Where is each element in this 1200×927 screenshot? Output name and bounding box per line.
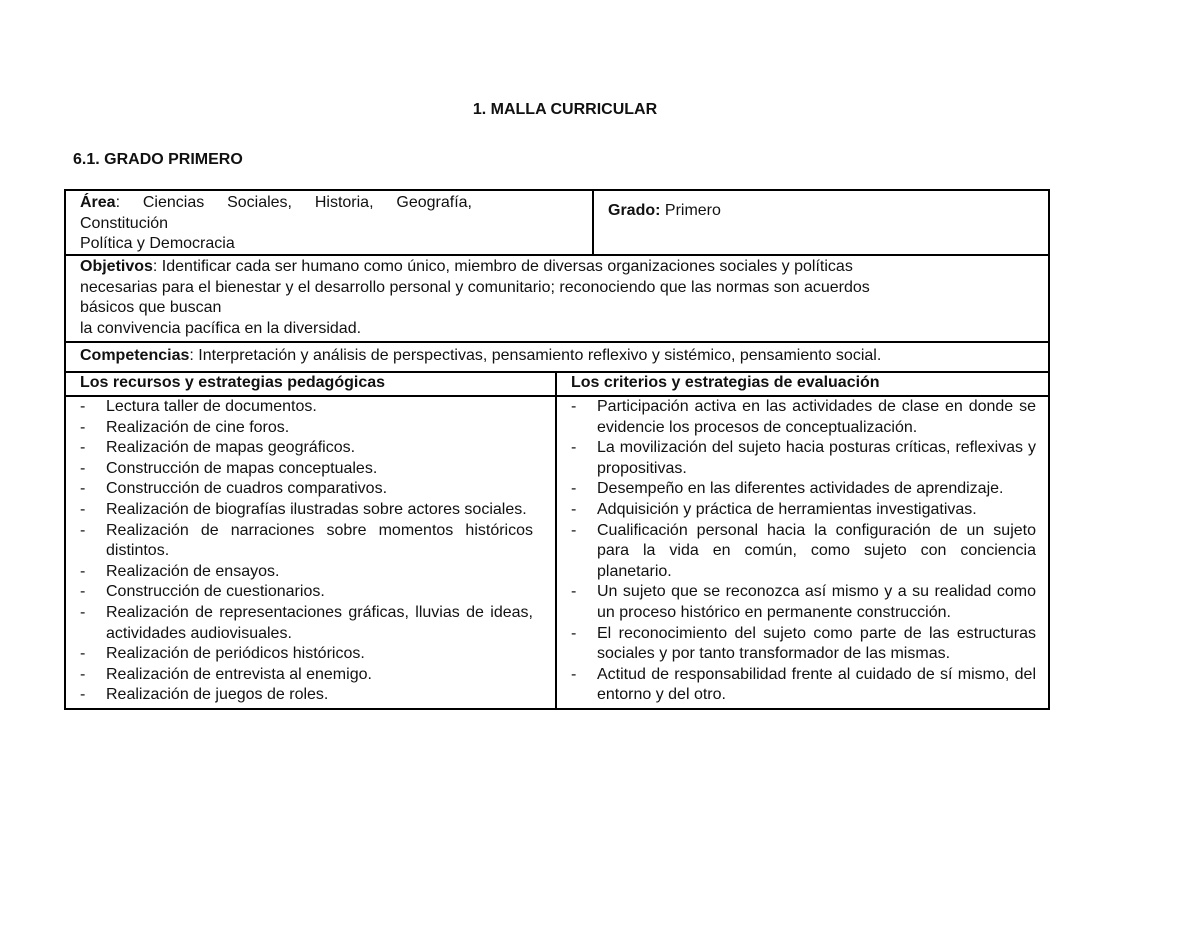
objetivos-text-1: Identificar cada ser humano como único, miembro de diversas organizaciones sociales y políticas <box>157 258 853 275</box>
competencias-text: Interpretación y análisis de perspectivas, pensamiento reflexivo y sistémico, pensamiento social. <box>193 347 882 365</box>
recursos-cell <box>66 397 557 708</box>
recursos-list <box>80 397 543 706</box>
recursos-header: Los recursos y estrategias pedagógicas <box>66 373 557 395</box>
column-header-row <box>66 373 1048 397</box>
grado-label: Grado: <box>608 202 661 219</box>
list-item: - Realización de ensayos. <box>80 562 533 583</box>
list-item: - Realización de mapas geográficos. <box>80 438 533 459</box>
document-title: 1. MALLA CURRICULAR <box>472 101 658 118</box>
list-item: - Adquisición y práctica de herramientas investigativas. <box>571 500 1036 521</box>
list-item: - Realización de representaciones gráficas, lluvias de ideas, actividades audiovisuales. <box>80 603 533 644</box>
objetivos-text-4: la convivencia pacífica en la diversidad. <box>80 319 362 337</box>
area-line-3: Política y Democracia <box>80 235 235 253</box>
list-item: - Desempeño en las diferentes actividades de aprendizaje. <box>571 479 1036 500</box>
list-item: - Construcción de mapas conceptuales. <box>80 459 533 480</box>
competencias-row <box>66 343 1048 373</box>
area-cell <box>66 191 594 254</box>
competencias-cell <box>66 343 1048 371</box>
list-item: - Un sujeto que se reconozca así mismo y a su realidad como un proceso histórico en permanente construcción. <box>571 582 1036 623</box>
list-item: - La movilización del sujeto hacia posturas críticas, reflexivas y propositivas. <box>571 438 1036 479</box>
list-item: - Construcción de cuadros comparativos. <box>80 479 533 500</box>
list-item: - Lectura taller de documentos. <box>80 397 533 418</box>
list-item: - Actitud de responsabilidad frente al cuidado de sí mismo, del entorno y del otro. <box>571 665 1036 706</box>
area-word-3: Historia, <box>314 194 374 211</box>
lists-row <box>66 397 1048 708</box>
list-item: - Construcción de cuestionarios. <box>80 582 533 603</box>
objetivos-row <box>66 256 1048 343</box>
objetivos-text-2: necesarias para el bienestar y el desarrollo personal y comunitario; reconociendo que las normas son acuerdos <box>80 278 870 296</box>
list-item: - Realización de periódicos históricos. <box>80 644 533 665</box>
competencias-label: Competencias <box>80 347 190 365</box>
list-item: - Realización de biografías ilustradas sobre actores sociales. <box>80 500 533 521</box>
objetivos-separator: : <box>152 258 158 275</box>
section-title: 6.1. GRADO PRIMERO <box>73 151 243 168</box>
area-separator: : <box>115 194 121 211</box>
list-item: - Realización de narraciones sobre momentos históricos distintos. <box>80 521 533 562</box>
grado-value: Primero <box>660 202 721 219</box>
criterios-cell <box>557 397 1048 708</box>
area-word-4: Geografía, <box>396 194 472 211</box>
objetivos-text-3: básicos que buscan <box>80 299 222 317</box>
competencias-separator: : <box>189 347 194 365</box>
area-line-2: Constitución <box>80 214 169 232</box>
list-item: - Realización de juegos de roles. <box>80 685 533 706</box>
objetivos-label: Objetivos <box>80 258 153 275</box>
area-label: Área <box>80 194 116 211</box>
area-line-1 <box>80 193 472 214</box>
list-item: - Cualificación personal hacia la configuración de un sujeto para la vida en común, como sujeto con conciencia planetario. <box>571 521 1036 583</box>
objetivos-cell <box>66 256 1048 341</box>
area-word-2: Sociales, <box>227 194 292 211</box>
curriculum-table <box>64 189 1050 710</box>
list-item: - Realización de entrevista al enemigo. <box>80 665 533 686</box>
list-item: - Participación activa en las actividades de clase en donde se evidencie los procesos de conceptualización. <box>571 397 1036 438</box>
area-grado-row <box>66 191 1048 256</box>
criterios-header: Los criterios y estrategias de evaluación <box>571 373 880 391</box>
list-item: - Realización de cine foros. <box>80 418 533 439</box>
criterios-list <box>571 397 1036 706</box>
list-item: - El reconocimiento del sujeto como parte de las estructuras sociales y por tanto transformador de las mismas. <box>571 624 1036 665</box>
area-word-1: Ciencias <box>142 194 205 211</box>
grado-cell <box>594 191 1048 254</box>
